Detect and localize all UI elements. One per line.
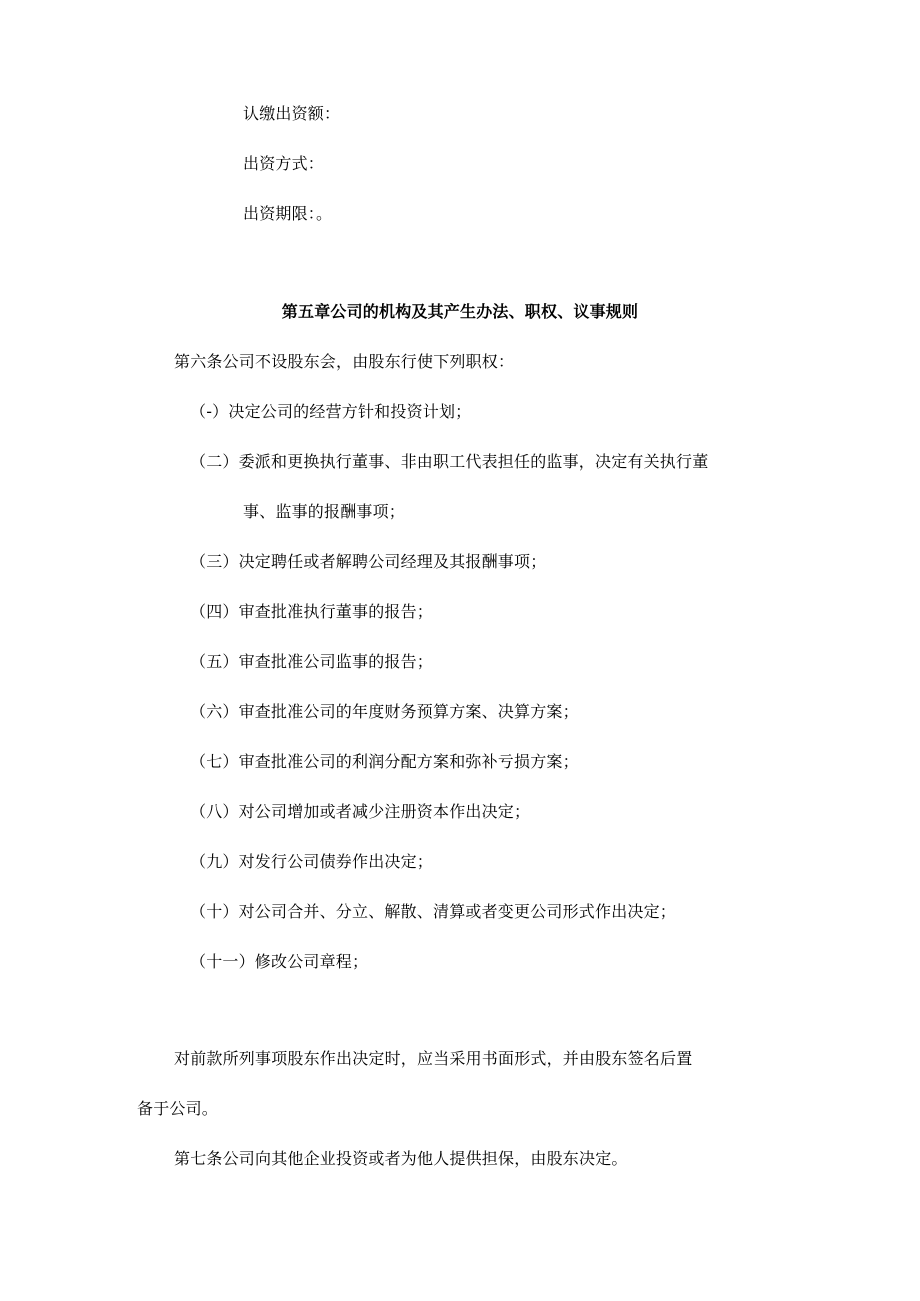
article-6-closing-line-2: 备于公司。 — [137, 1099, 219, 1118]
article-6-item: （三）决定聘任或者解聘公司经理及其报酬事项； — [190, 552, 547, 571]
article-7-text: 第七条公司向其他企业投资或者为他人提供担保，由股东决定。 — [174, 1149, 628, 1168]
article-6-item: （九）对发行公司债券作出决定； — [190, 852, 434, 871]
article-6-closing-line-1: 对前款所列事项股东作出决定时，应当采用书面形式，并由股东签名后置 — [174, 1049, 693, 1068]
article-6-item: （十一）修改公司章程； — [190, 952, 369, 971]
contribution-deadline-label: 出资期限：。 — [243, 204, 333, 223]
article-6-item: （四）审查批准执行董事的报告； — [190, 602, 434, 621]
contribution-method-label: 出资方式： — [243, 154, 325, 173]
article-6-item-continuation: 事、监事的报酬事项； — [243, 502, 406, 521]
article-6-item: （七）审查批准公司的利润分配方案和弥补亏损方案； — [190, 752, 579, 771]
article-6-item: （二）委派和更换执行董事、非由职工代表担任的监事，决定有关执行董 — [190, 452, 709, 471]
article-6-item: （-）决定公司的经营方针和投资计划； — [190, 402, 472, 421]
article-6-item: （八）对公司增加或者减少注册资本作出决定； — [190, 802, 531, 821]
article-6-item: （五）审查批准公司监事的报告； — [190, 652, 434, 671]
article-6-item: （十）对公司合并、分立、解散、清算或者变更公司形式作出决定； — [190, 902, 677, 921]
subscribed-amount-label: 认缴出资额： — [243, 104, 341, 123]
chapter-title: 第五章公司的机构及其产生办法、职权、议事规则 — [281, 302, 639, 321]
article-6-item: （六）审查批准公司的年度财务预算方案、决算方案； — [190, 702, 579, 721]
article-6-intro: 第六条公司不设股东会，由股东行使下列职权： — [174, 352, 515, 371]
